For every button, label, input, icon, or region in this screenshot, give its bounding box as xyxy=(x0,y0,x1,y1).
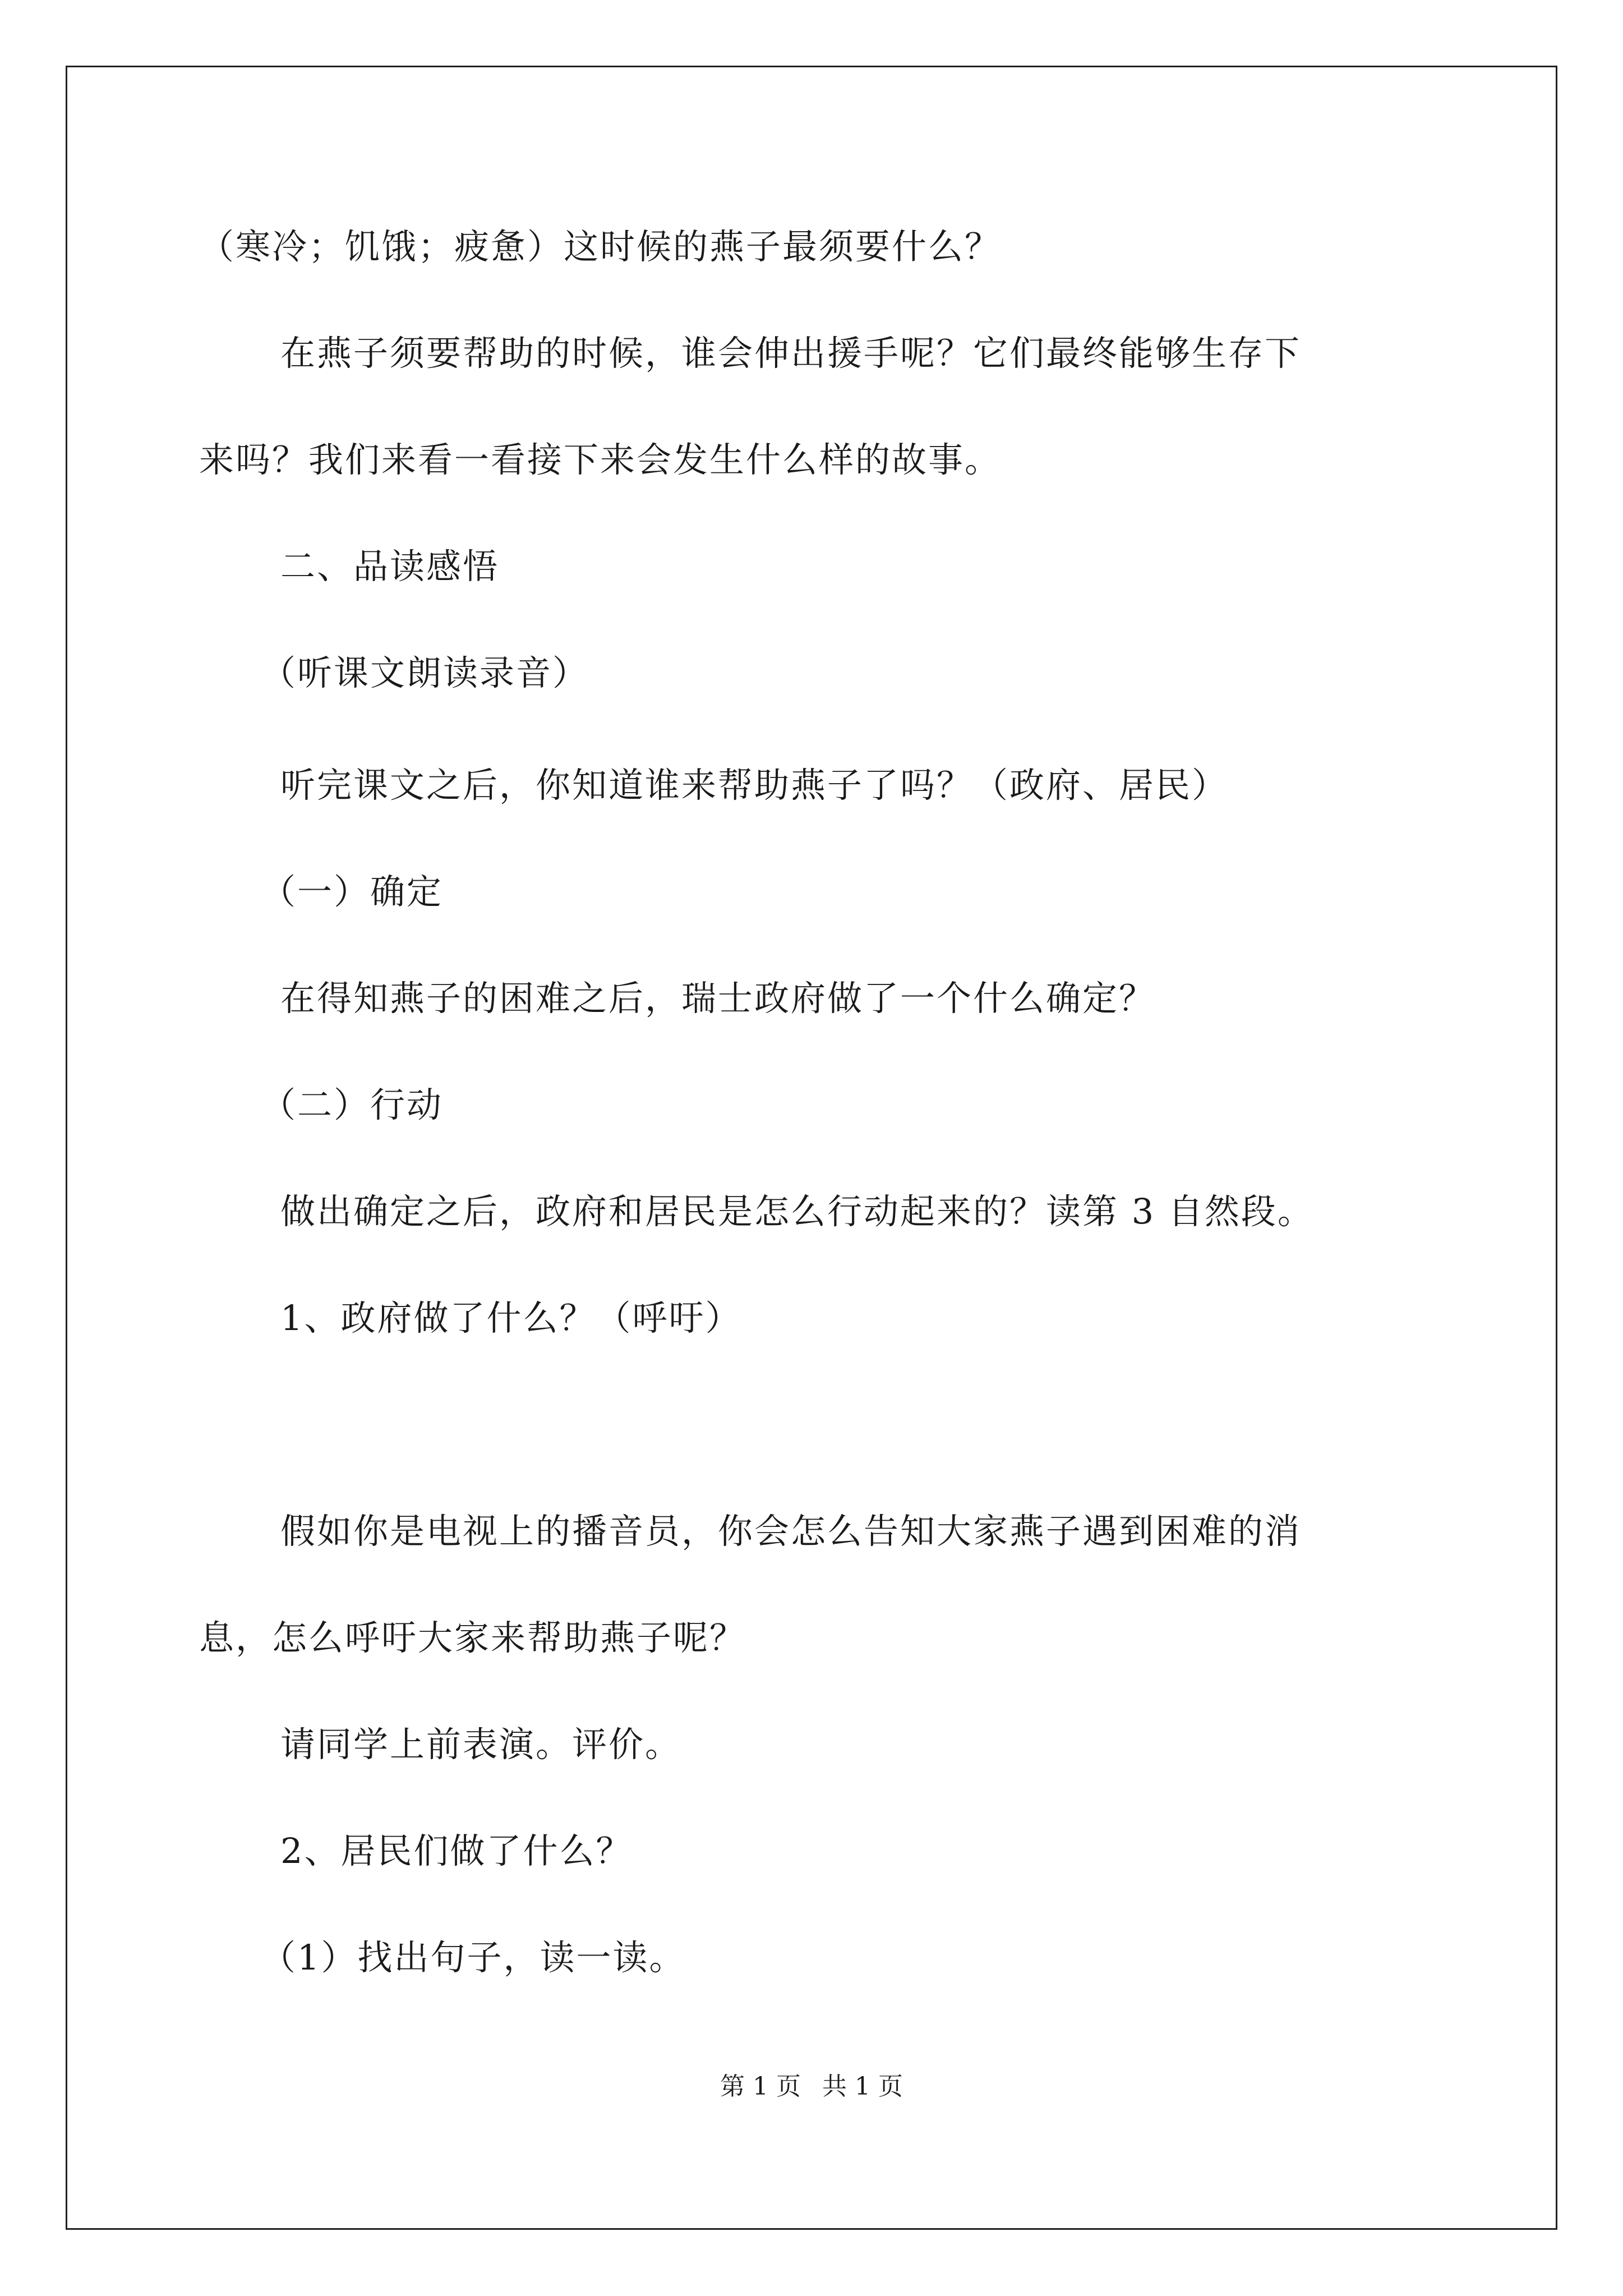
page-total: 共 1 页 xyxy=(822,2072,903,2101)
page-footer xyxy=(0,2070,1623,2104)
paragraph-find-sentences: （1）找出句子，读一读。 xyxy=(261,1937,686,1978)
paragraph-broadcaster: 假如你是电视上的播音员，你会怎么告知大家燕子遇到困难的消 xyxy=(280,1511,1302,1552)
paragraph-government: 1、政府做了什么？（呼吁） xyxy=(280,1297,742,1338)
section-heading-2: 二、品读感悟 xyxy=(280,546,500,587)
paragraph-residents: 2、居民们做了什么？ xyxy=(280,1830,633,1871)
paragraph-perform: 请同学上前表演。评价。 xyxy=(280,1724,682,1765)
paragraph-2: 在燕子须要帮助的时候，谁会伸出援手呢？它们最终能够生存下 xyxy=(280,333,1302,374)
paragraph-broadcaster-continued: 息，怎么呼吁大家来帮助燕子呢？ xyxy=(199,1617,746,1658)
paragraph-question: 听完课文之后，你知道谁来帮助燕子了吗？（政府、居民） xyxy=(280,765,1229,806)
subheading-decision: （一）确定 xyxy=(261,871,444,912)
page-border xyxy=(66,66,1557,2230)
paragraph-action: 做出确定之后，政府和居民是怎么行动起来的？读第 3 自然段。 xyxy=(280,1191,1314,1232)
paragraph-decision: 在得知燕子的困难之后，瑞士政府做了一个什么确定？ xyxy=(280,978,1156,1019)
paragraph-listen: （听课文朗读录音） xyxy=(261,652,589,693)
subheading-action: （二）行动 xyxy=(261,1084,444,1125)
paragraph-2-continued: 来吗？我们来看一看接下来会发生什么样的故事。 xyxy=(199,439,1002,480)
paragraph-1: （寒冷；饥饿；疲惫）这时候的燕子最须要什么？ xyxy=(199,226,1002,267)
page-number: 第 1 页 xyxy=(720,2072,801,2101)
